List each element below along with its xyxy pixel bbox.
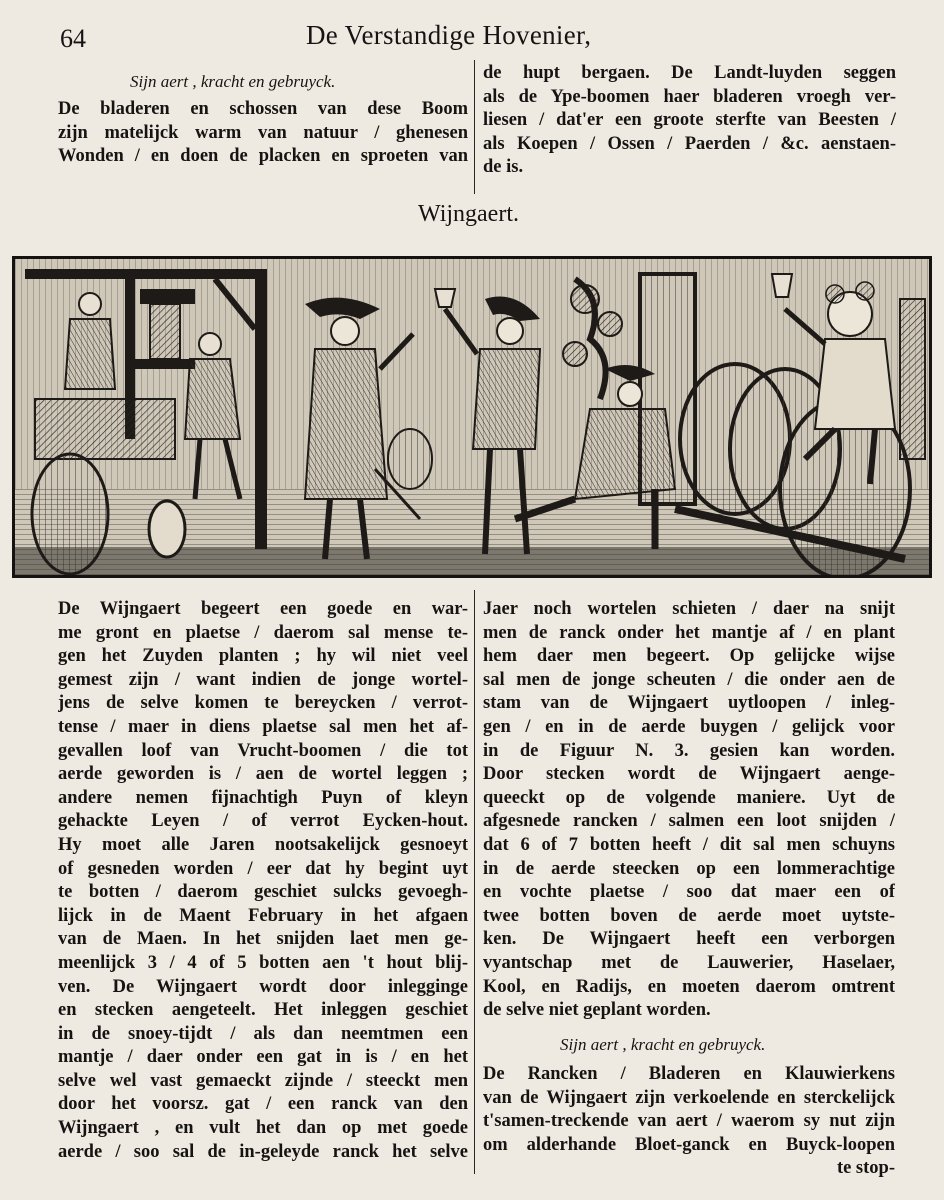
text-line: gen het Zuyden planten ; hy wil niet veel [58,646,468,667]
woodcut-illustration [12,256,932,578]
text-line: Hy moet alle Jaren nootsakelijck gesnoeyt [58,834,468,855]
text-line: queeckt op de volgende maniere. Uyt de [483,787,895,808]
text-line: lijck in de Maent February in het afgaen [58,905,468,926]
text-line: me gront en plaetse / daerom sal mense te- [58,622,468,643]
text-line: te stop- [836,1158,895,1179]
top-right-text [483,62,896,180]
text-line: gen / en in de aerde buygen / gelijck voor [483,716,895,737]
text-line: aerde geworden is / aen de wortel leggen ; [58,764,468,785]
text-line: tense / maer in diens plaetse sal men het af- [58,716,468,737]
text-line: twee botten boven de aerde moet uytste- [483,905,895,926]
text-line: of gesneden worden / eer dat hy begint uyt [58,858,468,879]
text-line: gemest zijn / want indien de jonge wortel- [58,669,468,690]
running-head: De Verstandige Hovenier, [306,20,592,50]
text-line: andere nemen fijnachtigh Puyn of kleyn [58,787,468,808]
text-line: zijn matelijck warm van natuur / ghenesen [58,122,468,143]
top-column-divider [474,60,475,194]
text-line: De Rancken / Bladeren en Klauwierkens [483,1064,895,1084]
section-title: Wijngaert. [418,201,519,227]
text-line: mantje / daer onder een gat in is / en het [58,1047,468,1068]
text-line: jens de selve komen te bereycken / verrot- [58,693,468,714]
text-line: sal men de jonge scheuten / die onder aen de [483,669,895,690]
text-line: Wonden / en doen de placken en sproeten van [58,146,468,167]
top-left-heading: Sijn aert , kracht en gebruyck. [130,72,336,91]
wine-cellar-woodcut [15,259,929,575]
text-line: gevallen loof van Vrucht-boomen / die tot [58,740,468,761]
text-line: van de Wijngaert zijn verkoelende en sterckelijck [483,1087,895,1108]
text-line: selve wel vast gemaeckt zijnde / steeckt men [58,1070,468,1091]
text-line: vyantschap met de Lauwerier, Haselaer, [483,952,895,973]
text-line: de hupt bergaen. De Landt-luyden seggen [483,63,896,83]
text-line: afgesnede rancken / salmen een loot snijden / [483,811,895,832]
text-line: dat 6 of 7 botten heeft / dit sal men schuyns [483,834,895,855]
text-line: stam van de Wijngaert uytloopen / inleg- [483,693,895,714]
text-line: als de Ype-boomen haer bladeren vroegh ver- [483,86,896,107]
text-line: van de Maen. In het snijden laet men ge- [58,929,468,950]
text-line: in de snoey-tijdt / als dan neemtmen een [58,1023,468,1044]
text-line: meenlijck 3 / 4 of 5 botten aen 't hout blij- [58,952,468,973]
top-left-text [58,98,468,169]
text-line: Jaer noch wortelen schieten / daer na snijt [483,599,895,619]
text-line: en stecken aengeteelt. Het inleggen geschiet [58,1000,468,1021]
text-line: Door stecken wordt de Wijngaert aenge- [483,764,895,785]
text-line: om alderhande Bloet-ganck en Buyck-loopen [483,1134,895,1155]
text-line: hem daer men begeert. Op gelijcke wijse [483,646,895,667]
text-line: ven. De Wijngaert wordt door inlegginge [58,976,468,997]
text-line: gehackte Leyen / of verrot Eycken-hout. [58,811,468,832]
text-line: ken. De Wijngaert heeft een verborgen [483,929,895,950]
right-column-text [483,598,895,1023]
text-line: aerde / soo sal de in-geleyde ranck het selve [58,1141,468,1162]
text-line: t'samen-treckende van aert / waerom sy nut zijn [483,1111,895,1132]
text-line: de selve niet geplant worden. [483,1000,711,1021]
text-line: liesen / dat'er een groote sterfte van Beesten / [483,110,896,131]
lower-column-divider [474,590,475,1174]
text-line: in de Figuur N. 3. gesien kan worden. [483,740,895,761]
text-line: men de ranck onder het mantje af / en plant [483,622,895,643]
text-line: De bladeren en schossen van dese Boom [58,99,468,119]
text-line: Wijngaert , en vult het dan op met goede [58,1118,468,1139]
text-line: en vochte plaetse / soo dat maer een of [483,882,895,903]
text-line: in de aerde steecken op een lommerachtige [483,858,895,879]
left-column-text [58,598,468,1164]
text-line: te botten / daerom geschiet sulcks gevoegh- [58,882,468,903]
text-line: als Koepen / Ossen / Paerden / &c. aenstaen- [483,133,896,154]
text-line: Kool, en Radijs, en moeten daerom omtrent [483,976,895,997]
page-number: 64 [60,24,86,53]
right-column-text-2 [483,1063,895,1181]
text-line: De Wijngaert begeert een goede en war- [58,599,468,619]
right-column-heading: Sijn aert , kracht en gebruyck. [560,1035,766,1054]
text-line: door het voorsz. gat / een ranck van den [58,1094,468,1115]
text-line: de is. [483,157,524,178]
